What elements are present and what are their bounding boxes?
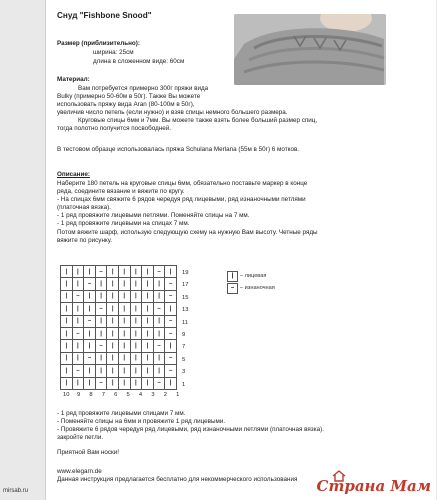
chart-cell: |	[107, 290, 119, 302]
chart-cell: |	[130, 327, 142, 339]
description-line: ряда, соедините вязание и вяжите по кругу.	[57, 188, 185, 195]
finish-line: - Провяжите 6 рядов чередуя ряд лицевыми, ряд изнаночными петлями (платочная вязка).	[57, 426, 324, 433]
chart-cell: –	[165, 352, 177, 364]
chart-cell: |	[142, 278, 154, 290]
chart-cell: |	[61, 303, 73, 315]
chart-column-number: 6	[114, 392, 118, 398]
chart-cell: –	[153, 377, 165, 389]
description-heading: Описание:	[57, 171, 90, 178]
material-heading: Материал:	[57, 76, 90, 83]
chart-cell: |	[118, 377, 130, 389]
chart-cell: –	[84, 352, 96, 364]
chart-column-number: 8	[89, 392, 93, 398]
chart-row	[61, 327, 177, 339]
chart-column-number: 7	[101, 392, 105, 398]
legend-purl-symbol: –	[227, 283, 238, 294]
chart-cell: |	[142, 340, 154, 352]
chart-cell: –	[72, 290, 84, 302]
chart-cell: –	[165, 365, 177, 377]
chart-cell: |	[107, 315, 119, 327]
chart-row	[61, 315, 177, 327]
chart-column-number: 10	[62, 392, 70, 398]
description-line: - 1 ряд провяжите лицевыми на спицах 7 мм.	[57, 220, 190, 227]
description-line: вяжите по рисунку.	[57, 237, 113, 244]
chart-row-number: 5	[182, 356, 186, 363]
chart-cell: –	[95, 303, 107, 315]
chart-cell: |	[61, 315, 73, 327]
chart-cell: |	[153, 278, 165, 290]
finish-line: - 1 ряд провяжите лицевыми спицами 7 мм.	[57, 410, 186, 417]
chart-column-number: 1	[176, 392, 180, 398]
chart-cell: |	[142, 315, 154, 327]
chart-cell: |	[61, 327, 73, 339]
chart-cell: |	[72, 315, 84, 327]
material-line: тогда полотно получится посвободней.	[57, 125, 171, 132]
chart-cell: |	[153, 327, 165, 339]
chart-cell: |	[61, 266, 73, 278]
chart-row-number: 1	[182, 381, 186, 388]
legend-purl-label: – изнаночная	[240, 285, 275, 291]
chart-cell: |	[118, 303, 130, 315]
chart-cell: |	[107, 377, 119, 389]
chart-cell: |	[84, 365, 96, 377]
chart-cell: |	[95, 352, 107, 364]
chart-cell: |	[153, 315, 165, 327]
chart-cell: |	[95, 278, 107, 290]
chart-cell: |	[118, 340, 130, 352]
watermark-left: mirsab.ru	[3, 488, 29, 494]
chart-cell: |	[118, 315, 130, 327]
chart-row	[61, 365, 177, 377]
chart-cell: |	[61, 352, 73, 364]
chart-column-number: 4	[138, 392, 143, 398]
chart-row	[61, 278, 177, 290]
chart-cell: |	[61, 365, 73, 377]
description-line: Наберите 180 петель на круговые спицы 6мм, обязательно поставьте маркер в конце	[57, 180, 308, 187]
chart-cell: –	[153, 303, 165, 315]
description-line: Потом вяжите шарф, использую следующую схему на нужную Вам высоту. Четные ряды	[57, 229, 318, 236]
chart-cell: |	[142, 352, 154, 364]
finish-line: - Поменяйте спицы на 6мм и провяжите 1 ряд лицевыми.	[57, 418, 226, 425]
chart-cell: –	[72, 365, 84, 377]
chart-row-number: 7	[182, 344, 186, 351]
chart-cell: –	[165, 278, 177, 290]
chart-cell: |	[107, 352, 119, 364]
chart-cell: |	[118, 290, 130, 302]
chart-row-number: 11	[182, 319, 189, 326]
chart-cell: |	[95, 315, 107, 327]
finish-line: закройте петли.	[57, 434, 104, 441]
chart-row-number: 19	[182, 270, 189, 276]
chart-cell: |	[118, 352, 130, 364]
chart-cell: –	[165, 315, 177, 327]
size-length: длина в сложенном виде: 60см	[93, 58, 185, 65]
chart-cell: |	[142, 327, 154, 339]
chart-cell: –	[165, 290, 177, 302]
chart-cell: |	[142, 377, 154, 389]
watermark-right: Страна Мам	[316, 477, 431, 495]
chart-cell: |	[72, 278, 84, 290]
chart-cell: |	[107, 278, 119, 290]
chart-cell: |	[84, 303, 96, 315]
material-line: Bulky (примерно 50-60м в 50г). Также Вы можете	[57, 93, 201, 100]
chart-cell: |	[107, 266, 119, 278]
chart-cell: |	[130, 377, 142, 389]
material-line: Круговые спицы 6мм и 7мм. Вы можете также взять более больший размер спиц,	[78, 117, 318, 124]
chart-cell: |	[61, 278, 73, 290]
chart-cell: |	[165, 340, 177, 352]
chart-cell: |	[130, 303, 142, 315]
chart-cell: |	[118, 278, 130, 290]
chart-cell: |	[142, 365, 154, 377]
chart-cell: |	[165, 377, 177, 389]
chart-row-number: 9	[182, 331, 186, 338]
chart-cell: |	[72, 266, 84, 278]
chart-cell: |	[95, 365, 107, 377]
chart-cell: |	[153, 365, 165, 377]
chart-row-numbers	[182, 267, 188, 391]
chart-cell: |	[72, 377, 84, 389]
chart-cell: |	[130, 290, 142, 302]
chart-column-number: 5	[126, 392, 130, 398]
chart-cell: –	[95, 340, 107, 352]
knitting-chart	[60, 265, 177, 390]
chart-row	[61, 303, 177, 315]
chart-cell: |	[61, 290, 73, 302]
chart-cell: |	[84, 290, 96, 302]
chart-row	[61, 377, 177, 389]
chart-cell: |	[72, 340, 84, 352]
chart-cell: –	[72, 327, 84, 339]
footer-note: Данная инструкция предлагается бесплатно для некоммерческого использования	[57, 476, 298, 483]
chart-cell: |	[84, 377, 96, 389]
chart-cell: |	[95, 327, 107, 339]
chart-cell: |	[130, 278, 142, 290]
size-heading: Размер (приблизительно):	[57, 40, 140, 47]
chart-cell: |	[130, 340, 142, 352]
chart-row-number: 17	[182, 282, 189, 289]
document-title: Снуд "Fishbone Snood"	[57, 11, 152, 20]
chart-cell: |	[130, 315, 142, 327]
material-line: увеличив число петель (если нужно) и взяв спицы немного большего размера.	[57, 109, 288, 116]
chart-cell: –	[95, 377, 107, 389]
chart-cell: |	[142, 303, 154, 315]
chart-cell: |	[153, 352, 165, 364]
chart-cell: |	[72, 352, 84, 364]
chart-cell: |	[95, 290, 107, 302]
chart-cell: |	[107, 327, 119, 339]
material-line: использовать пряжу вида Aran (80-100м в 50г),	[57, 101, 195, 108]
description-line: - На спицах 6мм свяжите 6 рядов чередуя ряд лицевыми, ряд изнаночными петлями	[57, 196, 306, 203]
chart-cell: –	[95, 266, 107, 278]
chart-cell: –	[153, 340, 165, 352]
chart-cell: |	[142, 290, 154, 302]
chart-cell: |	[165, 266, 177, 278]
chart-cell: |	[153, 290, 165, 302]
chart-cell: |	[142, 266, 154, 278]
chart-row-number: 13	[182, 307, 189, 314]
legend-knit-label: – лицевая	[240, 273, 267, 279]
chart-cell: |	[107, 340, 119, 352]
chart-column-number: 2	[163, 392, 167, 398]
chart-column-number: 9	[76, 392, 81, 398]
description-line: (платочная вязка).	[57, 204, 111, 211]
chart-cell: |	[84, 340, 96, 352]
snood-photo	[234, 14, 386, 85]
chart-cell: |	[84, 266, 96, 278]
footer-url[interactable]: www.elegarn.de	[57, 468, 102, 475]
chart-cell: |	[107, 303, 119, 315]
chart-row	[61, 266, 177, 278]
chart-cell: |	[130, 352, 142, 364]
size-width: ширина: 25см	[93, 49, 134, 56]
chart-cell: |	[84, 327, 96, 339]
legend-knit-symbol: |	[227, 271, 238, 282]
chart-cell: –	[165, 327, 177, 339]
material-line: Вам потребуется примерно 300г пряжи вида	[78, 85, 209, 92]
chart-column-numbers	[60, 392, 184, 398]
chart-cell: |	[118, 327, 130, 339]
chart-cell: |	[130, 266, 142, 278]
chart-column-number: 3	[151, 392, 155, 398]
chart-cell: |	[118, 266, 130, 278]
chart-cell: |	[107, 365, 119, 377]
chart-row	[61, 290, 177, 302]
chart-row-number: 15	[182, 294, 189, 301]
chart-cell: |	[61, 340, 73, 352]
chart-cell: |	[165, 303, 177, 315]
chart-cell: |	[130, 365, 142, 377]
chart-row	[61, 340, 177, 352]
closing-text: Приятной Вам носки!	[57, 449, 120, 456]
material-sample: В тестовом образце использовалась пряжа Schulana Merlana (55м в 50г) 6 мотков.	[57, 146, 300, 153]
chart-cell: –	[84, 315, 96, 327]
chart-cell: |	[118, 365, 130, 377]
chart-row-number: 3	[182, 369, 186, 376]
chart-cell: –	[153, 266, 165, 278]
description-line: - 1 ряд провяжите лицевыми петлями. Поменяйте спицы на 7 мм.	[57, 212, 250, 219]
chart-cell: –	[84, 278, 96, 290]
chart-row	[61, 352, 177, 364]
chart-cell: |	[61, 377, 73, 389]
chart-cell: |	[72, 303, 84, 315]
